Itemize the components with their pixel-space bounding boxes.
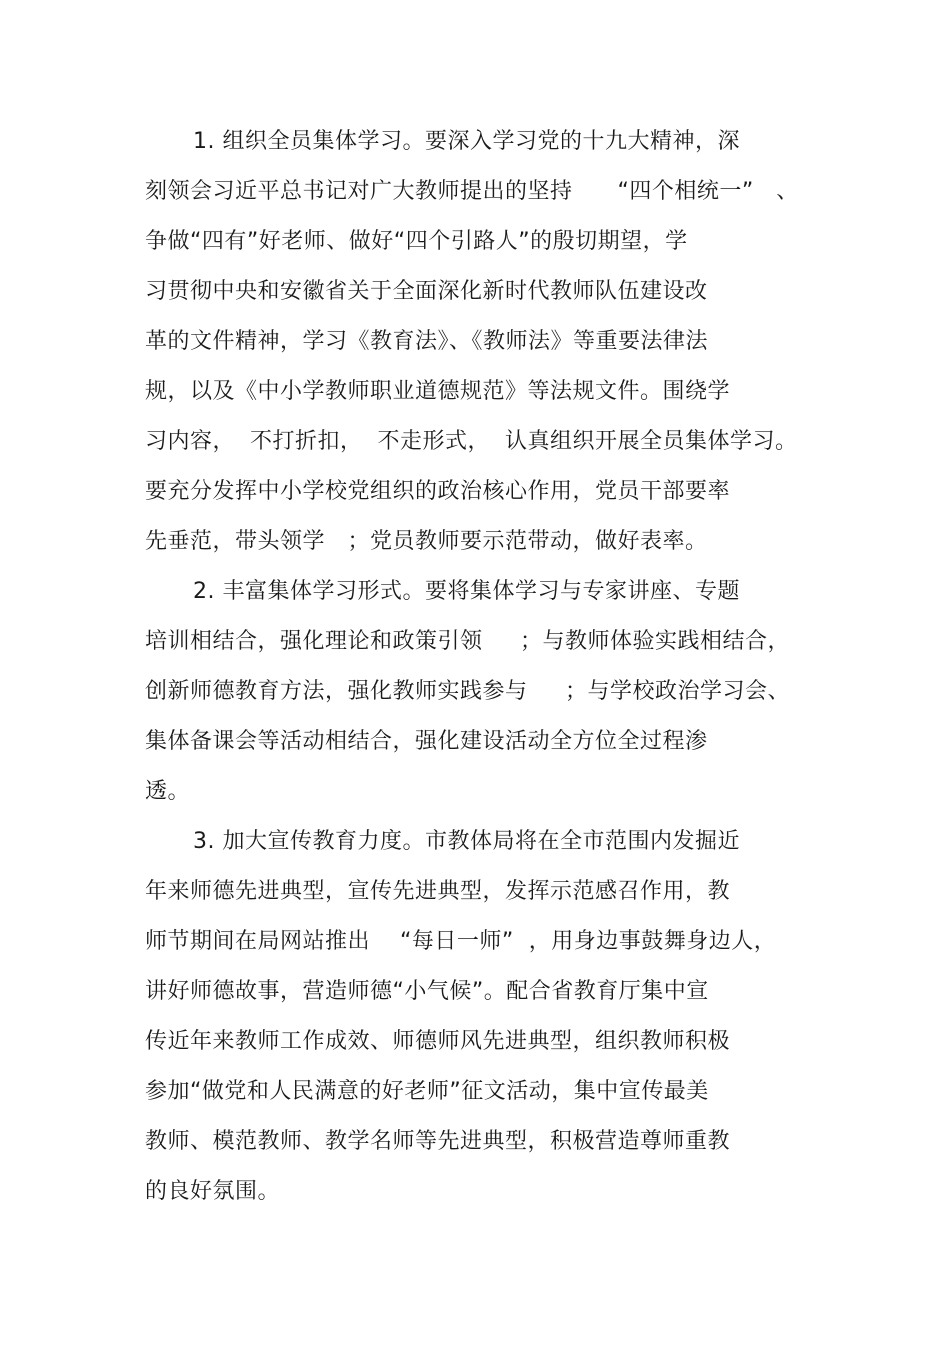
- paragraph-3-line-2: 年来师德先进典型，宣传先进典型，发挥示范感召作用，教: [145, 879, 731, 904]
- paragraph-2-line-1: 2. 丰富集体学习形式。要将集体学习与专家讲座、专题: [193, 579, 740, 604]
- paragraph-1-line-9: 先垂范，带头领学 ；党员教师要示范带动，做好表率。: [145, 529, 708, 554]
- paragraph-2-line-5: 透。: [145, 779, 191, 804]
- paragraph-3-line-1: 3. 加大宣传教育力度。市教体局将在全市范围内发掘近: [193, 829, 740, 854]
- paragraph-2-line-2: 培训相结合，强化理论和政策引领 ；与教师体验实践相结合，: [145, 629, 790, 654]
- paragraph-1-line-7: 习内容， 不打折扣， 不走形式， 认真组织开展全员集体学习。: [145, 429, 798, 454]
- paragraph-3-line-6: 参加“做党和人民满意的好老师”征文活动，集中宣传最美: [145, 1079, 709, 1104]
- paragraph-2-line-4: 集体备课会等活动相结合，强化建设活动全方位全过程渗: [145, 729, 708, 754]
- paragraph-3-line-3: 师节期间在局网站推出 “每日一师” ，用身边事鼓舞身边人，: [145, 929, 777, 954]
- paragraph-1-line-4: 习贯彻中央和安徽省关于全面深化新时代教师队伍建设改: [145, 279, 708, 304]
- paragraph-1-line-3: 争做“四有”好老师、做好“四个引路人”的殷切期望，学: [145, 229, 688, 254]
- paragraph-2-line-3: 创新师德教育方法，强化教师实践参与 ；与学校政治学习会、: [145, 679, 790, 704]
- paragraph-3-line-7: 教师、模范教师、教学名师等先进典型，积极营造尊师重教: [145, 1129, 731, 1154]
- paragraph-1-line-1: 1. 组织全员集体学习。要深入学习党的十九大精神，深: [193, 129, 740, 154]
- paragraph-3-line-5: 传近年来教师工作成效、师德师风先进典型，组织教师积极: [145, 1029, 731, 1054]
- paragraph-3-line-4: 讲好师德故事，营造师德“小气候”。配合省教育厅集中宣: [145, 979, 709, 1004]
- paragraph-1-line-5: 革的文件精神，学习《教育法》、《教师法》等重要法律法: [145, 329, 709, 354]
- paragraph-1-line-8: 要充分发挥中小学校党组织的政治核心作用，党员干部要率: [145, 479, 731, 504]
- paragraph-1-line-6: 规，以及《中小学教师职业道德规范》等法规文件。围绕学: [145, 379, 731, 404]
- paragraph-1-line-2: 刻领会习近平总书记对广大教师提出的坚持 “四个相统一” 、: [145, 179, 799, 204]
- paragraph-3-line-8: 的良好氛围。: [145, 1179, 281, 1204]
